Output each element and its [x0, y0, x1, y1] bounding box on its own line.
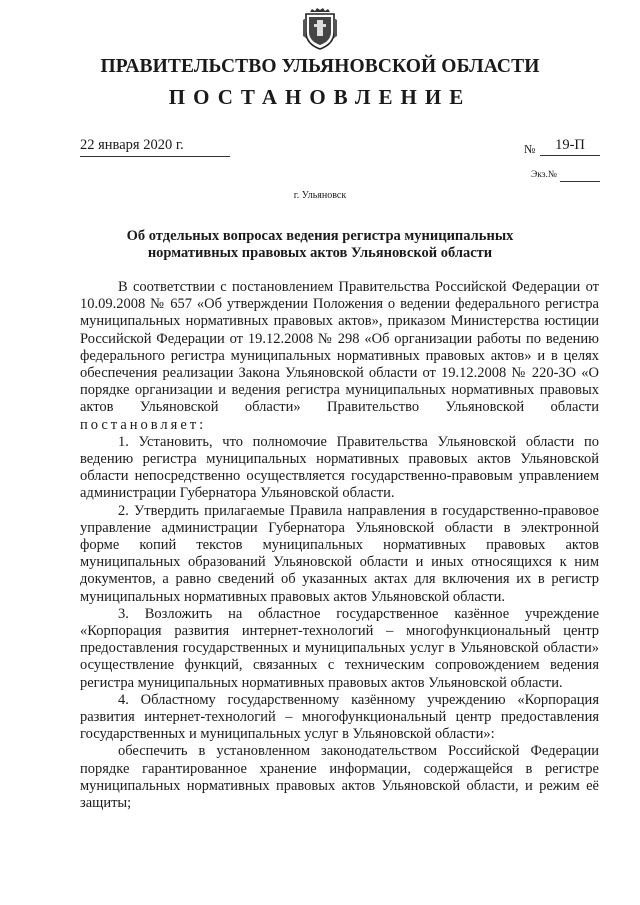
resolves-word: постановляет: — [80, 416, 207, 433]
government-name: ПРАВИТЕЛЬСТВО УЛЬЯНОВСКОЙ ОБЛАСТИ — [100, 56, 540, 77]
copy-number-line — [560, 181, 600, 182]
item-paragraph: обеспечить в установленном законодательством Российской Федерации порядке гарантированное хранение информации, содержащейся в регистре муниципальных нормативных правовых актов Ульяновской области, и режим её защиты; — [80, 743, 599, 812]
item-paragraph: 4. Областному государственному казённому учреждению «Корпорация развития интернет-технологий – многофункциональный центр предоставления государственных и муниципальных услуг в Ульяновской области»: — [80, 691, 599, 743]
preamble-paragraph — [80, 279, 599, 434]
document-body — [80, 279, 599, 812]
item-paragraph: 2. Утвердить прилагаемые Правила направления в государственно-правовое управление администрации Губернатора Ульяновской области в электронной форме копий текстов муниципальных нормативных правовых актов муниципальных образований Ульяновской области и иных относящихся к ним документов, а равно сведений об указанных актах для включения их в регистр муниципальных нормативных правовых актов Ульяновской области. — [80, 502, 599, 605]
item-paragraph: 3. Возложить на областное государственное казённое учреждение «Корпорация развития интернет-технологий – многофункциональный центр предоставления государственных и муниципальных услуг в Ульяновской области» осуществление функций, связанных с техническим сопровождением ведения регистра муниципальных нормативных правовых актов Ульяновской области. — [80, 605, 599, 691]
item-paragraph: 1. Установить, что полномочие Правительства Ульяновской области по ведению регистра муниципальных нормативных правовых актов Ульяновской области непосредственно осуществляется государственно-правовым управлением администрации Губернатора Ульяновской области. — [80, 433, 599, 502]
copy-number-label: Экз.№ — [531, 170, 557, 180]
city-name: г. Ульяновск — [293, 190, 347, 201]
preamble-text: В соответствии с постановлением Правительства Российской Федерации от 10.09.2008 № 657 «Об утверждении Положения о ведении федерального регистра муниципальных нормативных правовых актов», приказом Министерства юстиции Российской Федерации от 19.12.2008 № 298 «Об организации работы по ведению федерального регистра муниципальных нормативных правовых актов» и в целях обеспечения реализации Закона Ульяновской области от 19.12.2008 № 220-ЗО «О порядке организации и ведения регистра муниципальных нормативных правовых актов Ульяновской области» Правительство Ульяновской области — [80, 279, 599, 416]
document-date: 22 января 2020 г. — [80, 137, 230, 157]
document-type: ПОСТАНОВЛЕНИЕ — [168, 85, 472, 109]
ulyanovsk-coat-of-arms-icon — [302, 8, 338, 50]
document-number: 19-П — [540, 137, 600, 156]
document-title: Об отдельных вопросах ведения регистра муниципальных нормативных правовых актов Ульяновской области — [126, 228, 514, 261]
number-label: № — [524, 142, 536, 156]
